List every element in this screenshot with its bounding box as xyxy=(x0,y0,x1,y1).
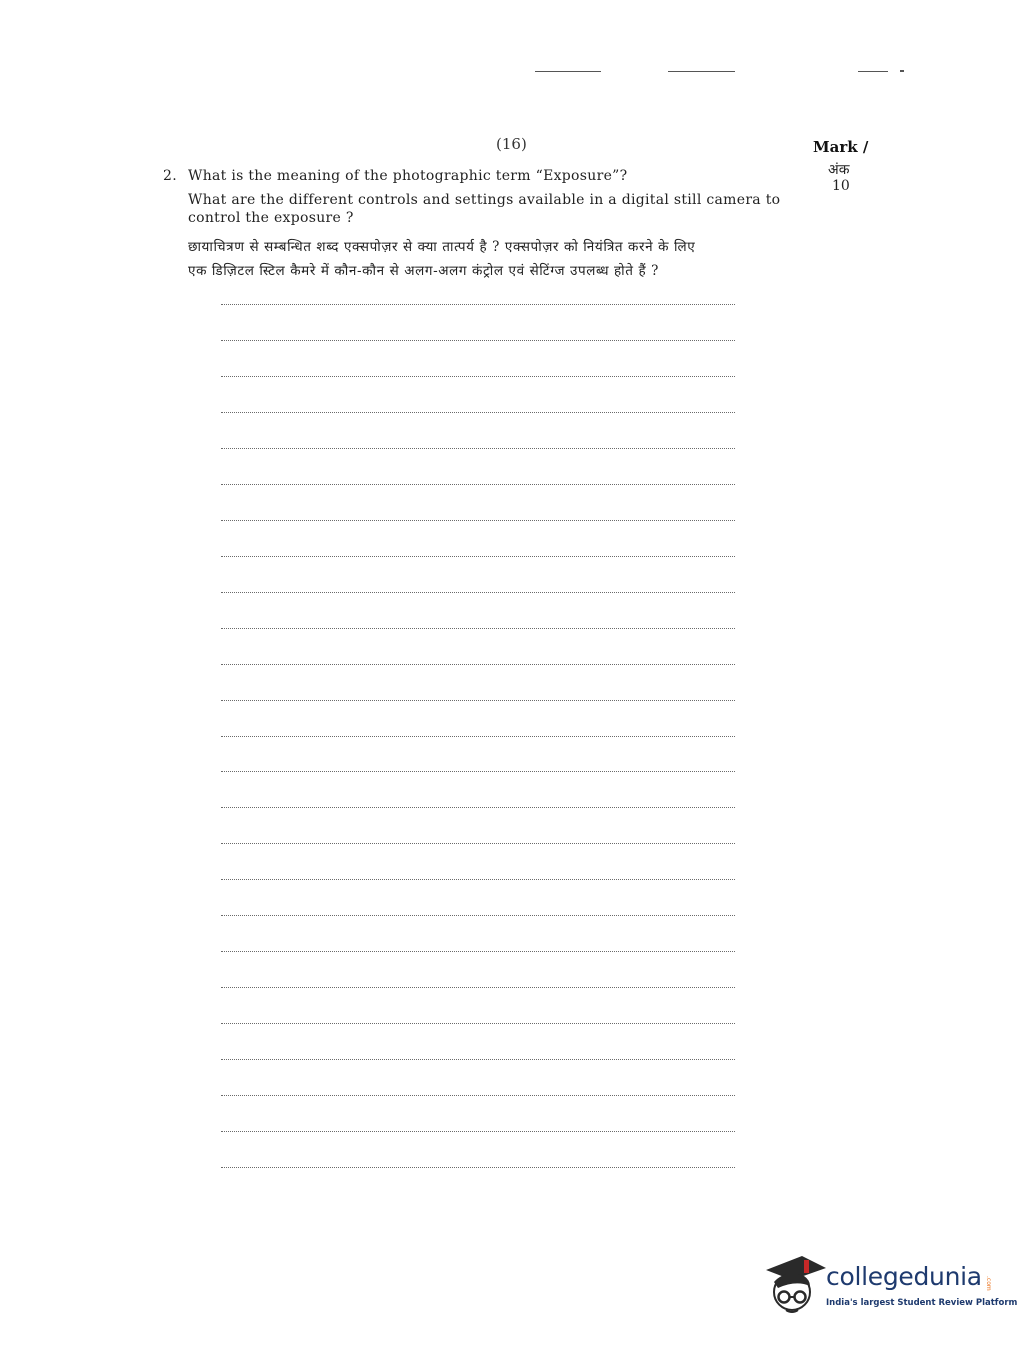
mascot-icon xyxy=(766,1256,826,1312)
scan-mark xyxy=(900,70,904,72)
answer-line xyxy=(221,556,735,557)
answer-line xyxy=(221,1023,735,1024)
question-english-line-3: control the exposure ? xyxy=(188,210,354,226)
mark-label-hindi: अंक xyxy=(828,162,850,178)
answer-line xyxy=(221,1059,735,1060)
answer-line xyxy=(221,340,735,341)
answer-line xyxy=(221,520,735,521)
answer-line xyxy=(221,736,735,737)
answer-line xyxy=(221,592,735,593)
question-number: 2. xyxy=(163,168,177,184)
answer-line xyxy=(221,1167,735,1168)
answer-line xyxy=(221,412,735,413)
answer-line xyxy=(221,484,735,485)
question-english-line-2: What are the different controls and settings available in a digital still camera to xyxy=(188,192,781,208)
question-hindi-line-2: एक डिज़िटल स्टिल कैमरे में कौन-कौन से अलग-अलग कंट्रोल एवं सेटिंग्ज उपलब्ध होते हैं ? xyxy=(188,263,659,279)
answer-line xyxy=(221,771,735,772)
scan-mark xyxy=(668,71,735,72)
mark-value: 10 xyxy=(832,178,850,194)
answer-line xyxy=(221,1095,735,1096)
answer-line xyxy=(221,376,735,377)
answer-line xyxy=(221,879,735,880)
logo-wordmark: collegedunia xyxy=(826,1262,982,1291)
answer-line xyxy=(221,807,735,808)
answer-line xyxy=(221,987,735,988)
question-english-line-1: What is the meaning of the photographic term “Exposure”? xyxy=(188,168,628,184)
answer-line xyxy=(221,951,735,952)
answer-line xyxy=(221,304,735,305)
scan-mark xyxy=(535,71,601,72)
question-hindi-line-1: छायाचित्रण से सम्बन्धित शब्द एक्सपोज़र से क्या तात्पर्य है ? एक्सपोज़र को नियंत्रित करने के लिए xyxy=(188,239,696,255)
mark-label: Mark / xyxy=(813,138,869,156)
logo-tagline: India's largest Student Review Platform xyxy=(826,1298,1018,1308)
scan-mark xyxy=(858,71,888,72)
answer-line xyxy=(221,915,735,916)
answer-line xyxy=(221,664,735,665)
answer-line xyxy=(221,700,735,701)
answer-line xyxy=(221,628,735,629)
answer-line xyxy=(221,448,735,449)
logo-suffix: .com xyxy=(985,1276,992,1291)
answer-line xyxy=(221,843,735,844)
answer-line xyxy=(221,1131,735,1132)
page-number: (16) xyxy=(496,135,527,153)
